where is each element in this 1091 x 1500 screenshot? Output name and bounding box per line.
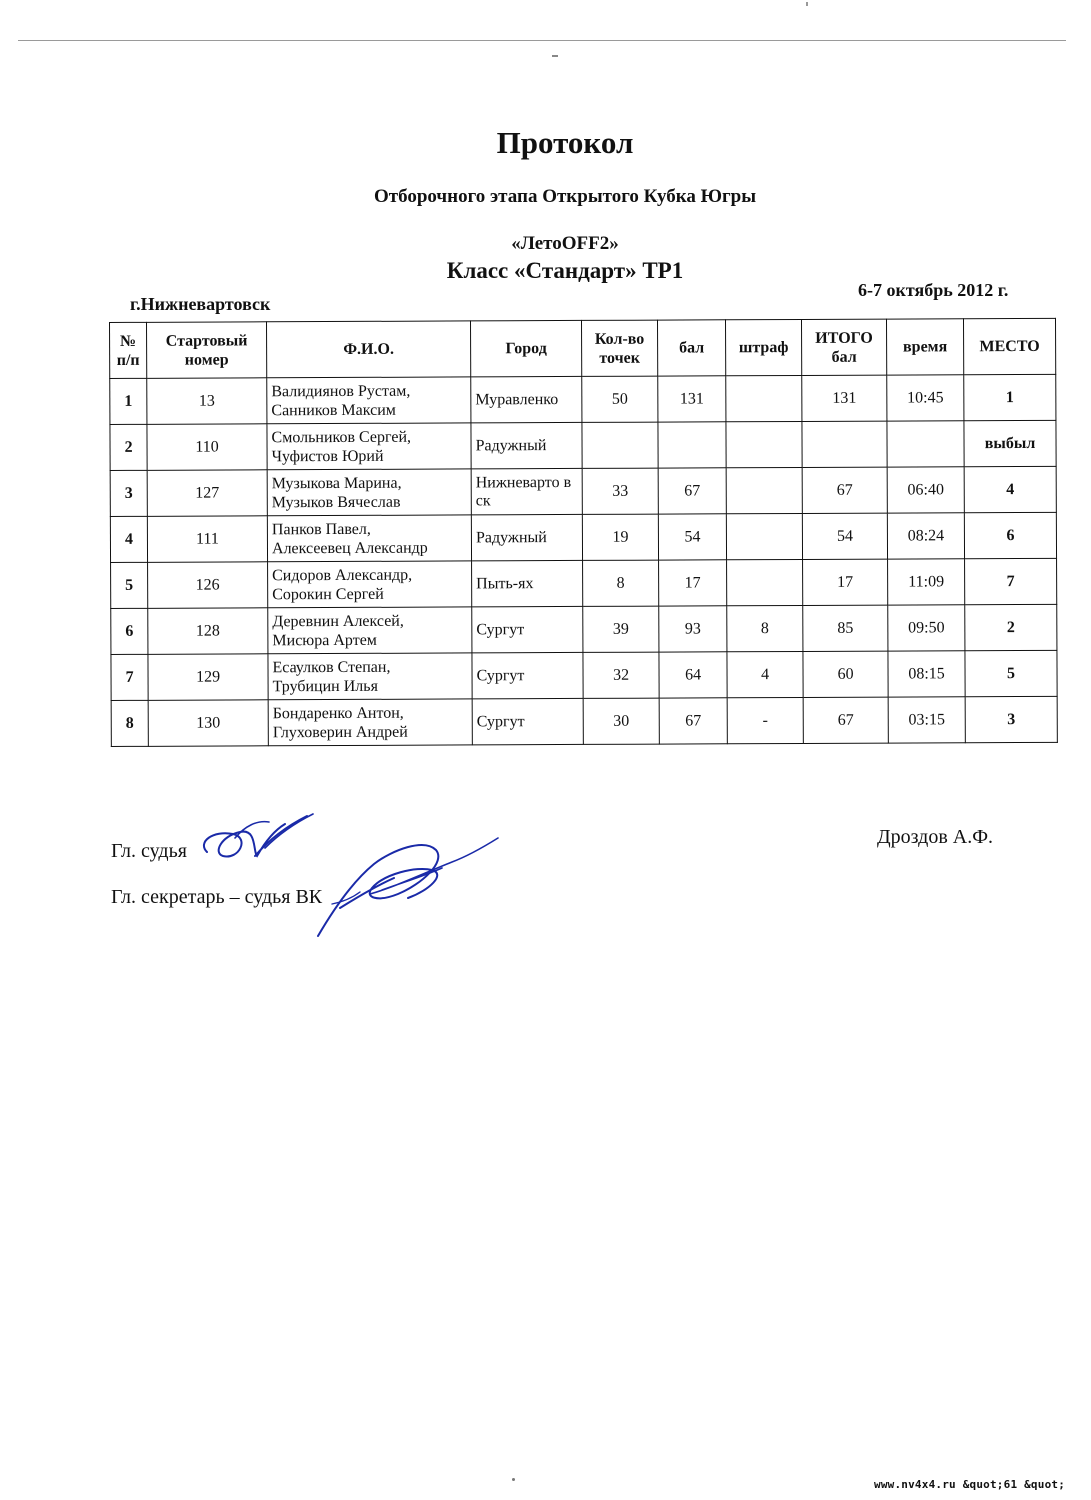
cell-num: 8	[111, 700, 148, 746]
cell-time: 08:15	[888, 651, 965, 697]
header-fio: Ф.И.О.	[267, 321, 471, 378]
cell-fio: Смольников Сергей, Чуфистов Юрий	[267, 423, 471, 470]
header-total: ИТОГО бал	[801, 319, 886, 375]
cell-num: 2	[110, 424, 147, 470]
event-city: г.Нижневартовск	[130, 294, 271, 314]
cell-score: 67	[659, 698, 727, 744]
cell-place: 7	[965, 558, 1057, 604]
chief-judge-name: Дроздов А.Ф.	[877, 826, 994, 848]
table-row	[110, 374, 1056, 424]
cell-city: Радужный	[471, 422, 582, 468]
document-title: Протокол	[496, 125, 634, 160]
cell-time	[887, 421, 964, 467]
cell-score: 64	[659, 652, 727, 698]
scan-edge-line	[18, 40, 1066, 41]
cell-total: 54	[802, 513, 887, 559]
cell-start-number: 126	[148, 562, 268, 609]
table-header-row	[110, 318, 1056, 378]
cell-points: 39	[583, 606, 659, 652]
cell-total: 85	[803, 605, 888, 651]
cell-fio: Сидоров Александр, Сорокин Сергей	[268, 561, 472, 608]
cell-city: Сургут	[472, 606, 583, 652]
header-city: Город	[470, 320, 581, 376]
cell-time: 06:40	[887, 467, 964, 513]
header-points: Кол-во точек	[581, 320, 657, 376]
table-row	[111, 696, 1057, 746]
cell-place: 5	[965, 650, 1057, 696]
cell-total: 17	[803, 559, 888, 605]
event-date: 6-7 октябрь 2012 г.	[858, 280, 1009, 300]
secretary-signature-icon	[312, 832, 502, 942]
header-num: № п/п	[110, 322, 147, 378]
cell-city: Пыть-ях	[472, 560, 583, 606]
cell-total: 131	[802, 375, 887, 421]
cell-fio: Есаулков Степан, Трубицин Илья	[268, 653, 472, 700]
cell-place: 4	[964, 466, 1056, 512]
chief-secretary-label: Гл. секретарь – судья ВК	[111, 886, 323, 908]
cell-penalty	[726, 375, 802, 421]
document-subtitle: Отборочного этапа Открытого Кубка Югры	[373, 186, 757, 207]
cell-total: 67	[803, 697, 888, 743]
cell-time: 09:50	[888, 605, 965, 651]
cell-score: 131	[658, 376, 726, 422]
cell-penalty	[726, 467, 802, 513]
table-row	[110, 466, 1056, 516]
cell-total: 60	[803, 651, 888, 697]
cell-num: 4	[110, 516, 147, 562]
chief-judge-label: Гл. судья	[111, 840, 187, 862]
cell-num: 6	[111, 608, 148, 654]
cell-score: 17	[659, 560, 727, 606]
cell-city: Сургут	[472, 652, 583, 698]
cell-place: 2	[965, 604, 1057, 650]
cell-total	[802, 421, 887, 467]
scan-artifact	[806, 2, 808, 6]
watermark-text: www.nv4x4.ru &quot;61 &quot;	[874, 1478, 1066, 1491]
cell-place: 1	[964, 374, 1056, 420]
cell-time: 03:15	[888, 697, 965, 743]
cell-city: Муравленко	[471, 376, 582, 422]
cell-points: 50	[582, 376, 658, 422]
cell-city: Сургут	[472, 698, 583, 744]
cell-penalty: -	[727, 697, 803, 743]
cell-start-number: 13	[147, 378, 267, 425]
cell-place: 3	[965, 696, 1057, 742]
judge-signature-icon	[195, 812, 325, 882]
cell-start-number: 127	[147, 470, 267, 517]
table-row	[111, 650, 1057, 700]
cell-points: 33	[582, 468, 658, 514]
event-name: «ЛетоOFF2»	[511, 233, 619, 254]
scan-artifact	[552, 55, 558, 57]
scan-artifact	[512, 1478, 515, 1481]
table-row	[111, 604, 1057, 654]
cell-penalty	[726, 513, 802, 559]
cell-num: 7	[111, 654, 148, 700]
cell-num: 5	[111, 562, 148, 608]
cell-fio: Деревнин Алексей, Мисюра Артем	[268, 607, 472, 654]
cell-start-number: 130	[148, 700, 268, 747]
header-penalty: штраф	[725, 319, 801, 375]
header-start-number: Стартовый номер	[147, 322, 267, 379]
cell-fio: Валидиянов Рустам, Санников Максим	[267, 377, 471, 424]
header-score: бал	[657, 320, 725, 376]
header-place: МЕСТО	[963, 318, 1055, 374]
cell-points: 30	[583, 698, 659, 744]
table-row	[110, 512, 1056, 562]
cell-fio: Музыкова Марина, Музыков Вячеслав	[267, 469, 471, 516]
cell-start-number: 129	[148, 654, 268, 701]
results-table	[109, 318, 1058, 747]
cell-start-number: 110	[147, 424, 267, 471]
cell-city: Радужный	[471, 514, 582, 560]
cell-penalty: 4	[727, 651, 803, 697]
cell-points: 32	[583, 652, 659, 698]
class-title: Класс «Стандарт» ТР1	[446, 258, 684, 283]
cell-fio: Бондаренко Антон, Глуховерин Андрей	[268, 699, 472, 746]
cell-num: 3	[110, 470, 147, 516]
cell-score	[658, 422, 726, 468]
cell-penalty	[726, 421, 802, 467]
cell-score: 93	[659, 606, 727, 652]
cell-time: 10:45	[887, 375, 964, 421]
cell-points: 19	[582, 514, 658, 560]
cell-time: 08:24	[887, 513, 964, 559]
cell-num: 1	[110, 378, 147, 424]
cell-penalty: 8	[727, 605, 803, 651]
table-row	[111, 558, 1057, 608]
table-row	[110, 420, 1056, 470]
cell-points: 8	[583, 560, 659, 606]
cell-time: 11:09	[888, 559, 965, 605]
cell-start-number: 111	[147, 516, 267, 563]
cell-total: 67	[802, 467, 887, 513]
cell-fio: Панков Павел, Алексеевец Александр	[267, 515, 471, 562]
cell-score: 54	[658, 514, 726, 560]
cell-penalty	[727, 559, 803, 605]
cell-city: Нижневарто вск	[471, 468, 582, 514]
cell-score: 67	[658, 468, 726, 514]
cell-place: выбыл	[964, 420, 1056, 466]
cell-place: 6	[964, 512, 1056, 558]
cell-points	[582, 422, 658, 468]
header-time: время	[886, 319, 963, 375]
cell-start-number: 128	[148, 608, 268, 655]
